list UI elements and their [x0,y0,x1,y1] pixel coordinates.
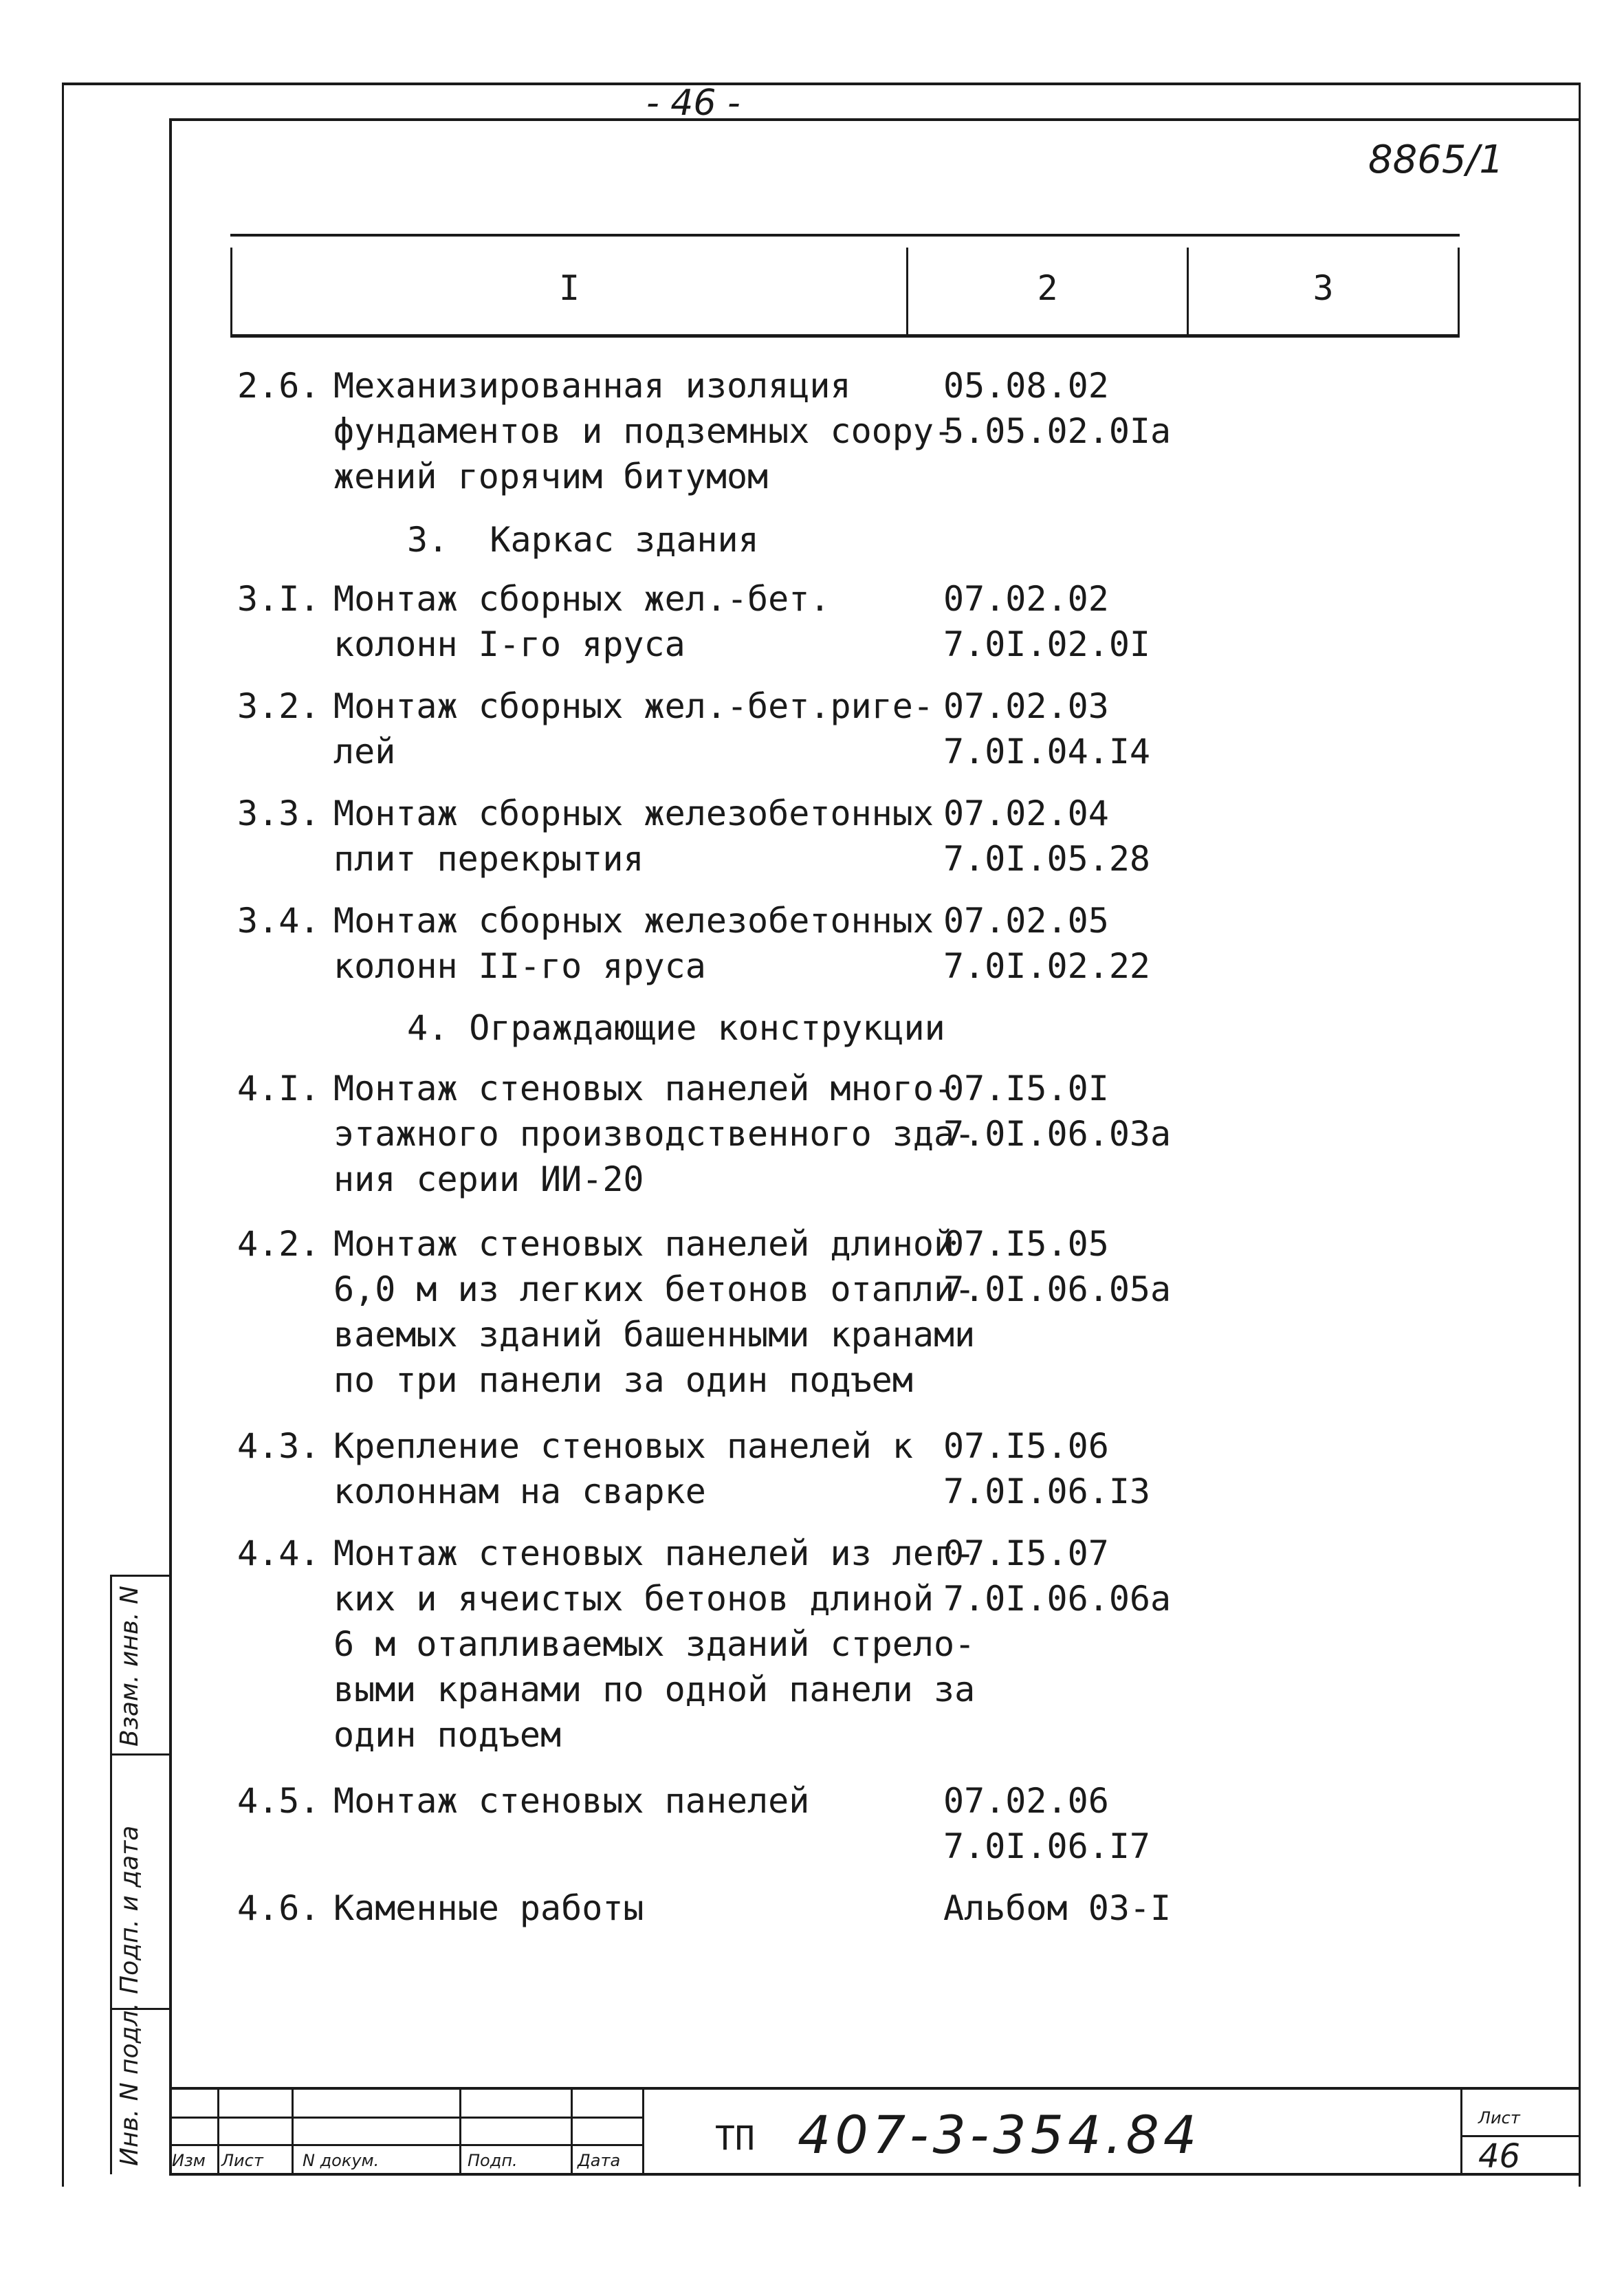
row-text-line: Монтаж стеновых панелей [333,1781,810,1821]
side-stamp-inv-label: Инв. N подл. [116,2002,144,2166]
stamp-col-label: Изм [172,2151,206,2170]
row-text-line: 6 м отапливаемых зданий стрело- [333,1624,976,1664]
stamp-sheet-label: Лист [1478,2108,1520,2128]
table-header-top [230,234,1460,237]
side-stamp-sep [110,1753,169,1756]
row-code: 05.08.02 [943,366,1109,406]
row-text-line: один подъем [333,1715,562,1755]
row-code: 07.02.05 [943,901,1109,941]
row-text-line: колонн I-го яруса [333,624,685,664]
stamp-sheet-number: 46 [1478,2137,1521,2176]
row-text-line: 6,0 м из легких бетонов отапли- [333,1269,976,1309]
row-text-line: ния серии ИИ-20 [333,1159,644,1199]
row-text-line: по три панели за один подъем [333,1360,913,1400]
row-number: 2.6. [237,366,320,406]
stamp-col-line [1460,2087,1462,2174]
table-header-right [1458,248,1460,336]
stamp-document-code: 407-3-354.84 [798,2104,1201,2165]
row-text-line: Механизированная изоляция [333,366,851,406]
stamp-prefix: ТП [715,2119,755,2158]
row-number: 4.5. [237,1781,320,1821]
page-number: - 46 - [646,83,740,124]
row-code: 7.0I.06.I3 [943,1472,1151,1511]
row-text-line: фундаментов и подземных соору- [333,411,955,451]
row-code: Альбом 03-I [943,1888,1172,1928]
table-header-bottom [230,334,1460,338]
frame-left-inner [169,118,172,2174]
row-text-line: Монтаж стеновых панелей много- [333,1069,955,1108]
frame-right-outer [1579,83,1581,2187]
section-heading: 4. Ограждающие конструкции [407,1008,945,1048]
row-code: 7.0I.02.0I [943,624,1151,664]
row-code: 7.0I.04.I4 [943,732,1151,772]
row-code: 07.I5.06 [943,1426,1109,1466]
frame-left-outer [62,83,64,2187]
row-number: 4.6. [237,1888,320,1928]
row-code: 07.I5.0I [943,1069,1109,1108]
stamp-col-label: Лист [221,2151,263,2170]
side-stamp-top [110,1575,169,1577]
column-header-2: 2 [1037,268,1058,308]
row-text-line: этажного производственного зда- [333,1114,976,1154]
frame-bottom [169,2173,1579,2176]
row-number: 4.3. [237,1426,320,1466]
row-code: 07.02.03 [943,686,1109,726]
row-text-line: колоннам на сварке [333,1472,706,1511]
row-text-line: колонн II-го яруса [333,946,706,986]
row-number: 3.3. [237,794,320,833]
row-text-line: жений горячим битумом [333,457,769,496]
stamp-col-line [459,2087,461,2174]
doc-code: 8865/1 [1368,138,1504,182]
stamp-col-label: Подп. [468,2151,518,2170]
row-text-line: Крепление стеновых панелей к [333,1426,913,1466]
row-number: 4.I. [237,1069,320,1108]
row-code: 07.I5.05 [943,1224,1109,1264]
row-text-line: Каменные работы [333,1888,644,1928]
row-code: 7.0I.06.05а [943,1269,1172,1309]
row-text-line: Монтаж стеновых панелей длиной [333,1224,955,1264]
row-text-line: Монтаж сборных железобетонных [333,794,934,833]
frame-top-outer [62,83,1580,85]
row-code: 7.0I.06.03а [943,1114,1172,1154]
row-code: 07.02.06 [943,1781,1109,1821]
stamp-col-line [642,2087,644,2174]
side-stamp-sign-label: Подп. и дата [116,1825,144,1994]
row-number: 4.4. [237,1533,320,1573]
section-heading: 3. Каркас здания [407,520,759,560]
stamp-col-label: N докум. [303,2151,380,2170]
side-stamp-left [110,1575,112,2174]
row-number: 3.2. [237,686,320,726]
stamp-col-label: Дата [578,2151,621,2170]
row-code: 7.0I.06.06а [943,1579,1172,1619]
row-text-line: ваемых зданий башенными кранами [333,1315,976,1355]
stamp-col-line [571,2087,573,2174]
row-number: 3.I. [237,579,320,619]
title-block-top [169,2087,1579,2090]
stamp-col-line [217,2087,219,2174]
stamp-col-line [292,2087,294,2174]
frame-top-inner [169,118,1579,121]
row-code: 5.05.02.0Iа [943,411,1172,451]
row-code: 07.02.02 [943,579,1109,619]
column-header-3: 3 [1313,268,1334,308]
row-text-line: Монтаж сборных железобетонных [333,901,934,941]
row-text-line: ких и ячеистых бетонов длиной [333,1579,934,1619]
side-stamp-replace-label: Взам. инв. N [116,1586,144,1747]
row-code: 07.I5.07 [943,1533,1109,1573]
row-text-line: выми кранами по одной панели за [333,1670,976,1709]
row-code: 7.0I.06.I7 [943,1826,1151,1866]
row-text-line: Монтаж сборных жел.-бет. [333,579,831,619]
row-code: 07.02.04 [943,794,1109,833]
column-header-1: I [558,268,580,308]
row-text-line: Монтаж сборных жел.-бет.риге- [333,686,934,726]
row-text-line: лей [333,732,396,772]
row-code: 7.0I.02.22 [943,946,1151,986]
row-number: 3.4. [237,901,320,941]
row-number: 4.2. [237,1224,320,1264]
row-code: 7.0I.05.28 [943,839,1151,879]
row-text-line: Монтаж стеновых панелей из лег- [333,1533,976,1573]
row-text-line: плит перекрытия [333,839,644,879]
